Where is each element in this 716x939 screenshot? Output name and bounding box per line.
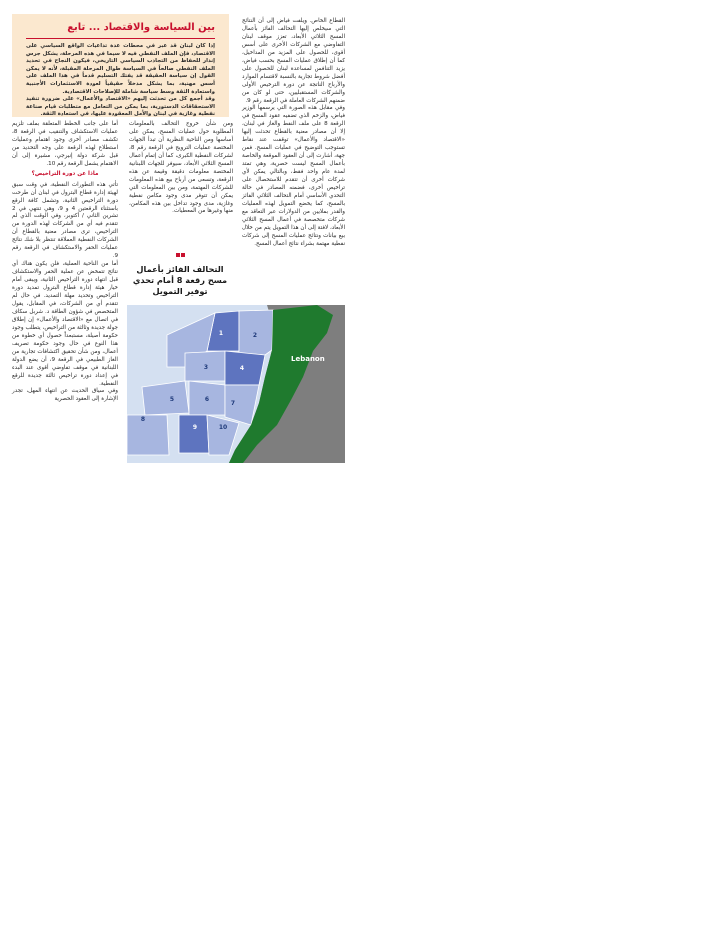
- paragraph: وفي مقابل هذه الصورة التي يرسمها الوزير فياض، والزخم الذي تضفيه عقود المسح في الرقعة 8 على ملف النفط والغاز في لبنان، إلا أن مصادر معنية بالقطاع تحدثت إليها «الاقتصاد والأعمال» توقفت عند نقاط تستوجب التوضيح في عمليات المسح. فمن جهة، أشارت إلى أن العقود الموقعة والخاصة بأعمال المسح ليست حصرية، وهي تمتد لمدة عام واحد فقط، وبالتالي يمكن لأي شركات أخرى أن تتقدم للاستحصال على تراخيص أخرى، فضمنه المصادر في حالة التحدي الأساسي أمام التحالف الثلاثي الفائز بالمسح، كما يخضع التمويل لهذه العمليات والقدر بملايين من الدولارات عبر التعاقد مع شركات متخصصة في أعمال المسح الثلاثي الأبعاد، لافتة إلى أن هذا التمويل يتم من خلال بيع بيانات ونتائج عمليات المسح إلى شركات نفطية مهتمة بشراء نتائج أعمال المسح.: [242, 105, 345, 247]
- block-label: 6: [204, 396, 210, 403]
- block-label: 8: [140, 416, 146, 423]
- block-9: [179, 415, 209, 453]
- block-8: [127, 415, 169, 455]
- sidebar-box: [12, 14, 229, 117]
- paragraph: أما على جانب الخطط المتعلقة بملف تلزيم عمليات الاستكشاف والتنقيب في الرقعة 8، تكشف مصادر أخرى وجود اهتمام وعمليات استطلاع لهذه الرقعة على وجه التحديد من قبل شركة دولة إنيرجي، مشيرة إلى أن الاهتمام يشمل الرقعة رقم 10.: [12, 121, 118, 167]
- paragraph: أما من الناحية العملية، فلن يكون هناك أي نتائج تتمخض عن عملية الحفر والاستكشاف قبل انتهاء دورة التراخيص الثانية، ويبقى أمام خيار هيئة إدارة قطاع البترول تمديد دورة التراخيص وتحديد مهلة التمديد. في حال لم تتقدم أي من الشركات، في المقابل، يقول المتخصص في شؤون الطاقة د. شربل سكاف في اتصال مع «الاقتصاد والأعمال» إن إطلاق جولة جديدة وثالثة من التراخيص، يتطلب وجود حكومة أصيلة، مستبعداً حصول أي خطوة من هذا النوع في حال وجود حكومة تصريف أعمال، ومن شأن تحقيق اكتشافات تجارية من الغاز الطبيعي في الرقعة 9، أن يضع الدولة اللبنانية في موقف تفاوضي أقوى عند البدء في إعداد دورة تراخيص ثالثة جديدة للرقع النفطية.: [12, 261, 118, 387]
- box-paragraph: وقد أجمع كل من تحدثت إليهم «الاقتصاد والأعمال» على ضرورة تنفيذ الاستحقاقات الدستورية، بما يمكن من التعامل مع متطلبات قيام صناعة نفطية وغازية في لبنان والأمل المعقودة عليها، في استعادة الثقة.: [26, 96, 215, 118]
- pull-quote-text: التحالف الفائز بأعمال مسح رقعة 8 أمام تحدي توفير التمويل: [132, 264, 228, 296]
- block-label: 5: [169, 396, 175, 403]
- block-label: 10: [218, 424, 228, 431]
- section-heading: ماذا عن دورة التراخيص؟: [31, 170, 99, 177]
- box-paragraph: إذا كان لبنان قد عبر في محطات عدة تداعيات الواقع السياسي على الاقتصاد، فإن الملف النفطي فيه لا سيما في هذه المرحلة، يشكل جرس إنذار للحفاظ من التجاذب السياسي التاريخي، فيكون النجاح في تحديد الملف النفطي صالحاً في السياسة طوال المرحلة المقبلة، لأنه لا يمكن القول إن سياسة الحقيقة قد يفتك التسليم قدماً في هذا الملف على أسس مهنية، بما يشكل مدخلاً حقيقياً لعودة الاستثمارات الأجنبية واستعادة الثقة وسط سياسة شاملة للإصلاحات الاقتصادية.: [26, 43, 215, 95]
- block-label: 3: [203, 364, 209, 371]
- paragraph: ومن شأن خروج التحالف بالمعلومات المطلوبة حول عمليات المسح، يمكن على أساسها ومن الناحية النظرية أن تبدأ الجهات المختصة عمليات الترويج في الرقعة رقم 8، لشركات النفطية الكبرى، كما أن إتمام أعمال المسح الثلاثي الأبعاد، سيوفر للجهات اللبنانية المختصة معلومات دقيقة وقيمة عن هذه الرقعة، وتسعى من أرباح بيع هذه المعلومات للشركات المهتمة، ومن بين المعلومات التي يمكن أن تتوفر مدى وجود مكامن نفطية وغازية، مدى وجود تداخل بين هذه المكامن، منها وغيرها من المعطيات.: [129, 121, 233, 215]
- box-divider: [26, 38, 215, 39]
- box-title: بين السياسة والاقتصاد ... تابع: [67, 22, 215, 33]
- block-5: [142, 381, 189, 415]
- article-column-right: [242, 18, 345, 303]
- block-label: 2: [252, 332, 258, 339]
- article-column-middle: [129, 121, 233, 239]
- article-column-left: [12, 121, 118, 466]
- paragraph: القطاع الخاص. ويلفت فياض إلى أن النتائج التي سيخلص إليها التحالف الفائز بأعمال المسح الثلاثي الأبعاد، تعزز موقف لبنان التفاوضي مع الشركات الأخرى على أسس أقوى، للحصول على المزيد من المداخيل، كما أن إطلاق عمليات المسح بحسب فياض، يزيد التنافس لمساعدة لبنان للحصول على أفضل شروط تجارية بالنسبة لاقتسام الموارد والأرباح الناتجة عن دورة الترخيص الأولى والشركات المستقبليين، حتى لو كان من ضمنهم الشركات العاملة في الرقعة رقم 9.: [242, 18, 345, 104]
- block-label: 4: [239, 365, 245, 372]
- paragraph: وفي سياق الحديث عن انتهاء المهل، تجدر الإشارة إلى العقود الحصرية: [12, 388, 118, 403]
- box-text: [26, 43, 215, 119]
- block-label: 1: [218, 330, 224, 337]
- block-label: 7: [230, 400, 236, 407]
- quote-marker-top: [128, 242, 232, 261]
- country-label: Lebanon: [291, 355, 325, 363]
- block-4: [225, 351, 265, 385]
- offshore-blocks-map: [127, 305, 345, 463]
- paragraph: تأتي هذه التطورات النفطية، في وقت سبق لهيئة إدارة قطاع البترول في لبنان أن طرحت دورة التراخيص الثانية، وتشمل كافة الرقع باستثناء الرقعتين 4 و 9، وهي تنتهي في 2 تشرين الثاني / أكتوبر، وفي الوقت الذي لم تتقدم فيه أي من الشركات لهذه الدورة من التراخيص، ترى مصادر معنية بالقطاع أن الشركات النفطية العملاقة تنتظر بلا شك نتائج عمليات الحفر والاستكشاف في الرقعة رقم 9.: [12, 181, 118, 260]
- block-label: 9: [192, 424, 198, 431]
